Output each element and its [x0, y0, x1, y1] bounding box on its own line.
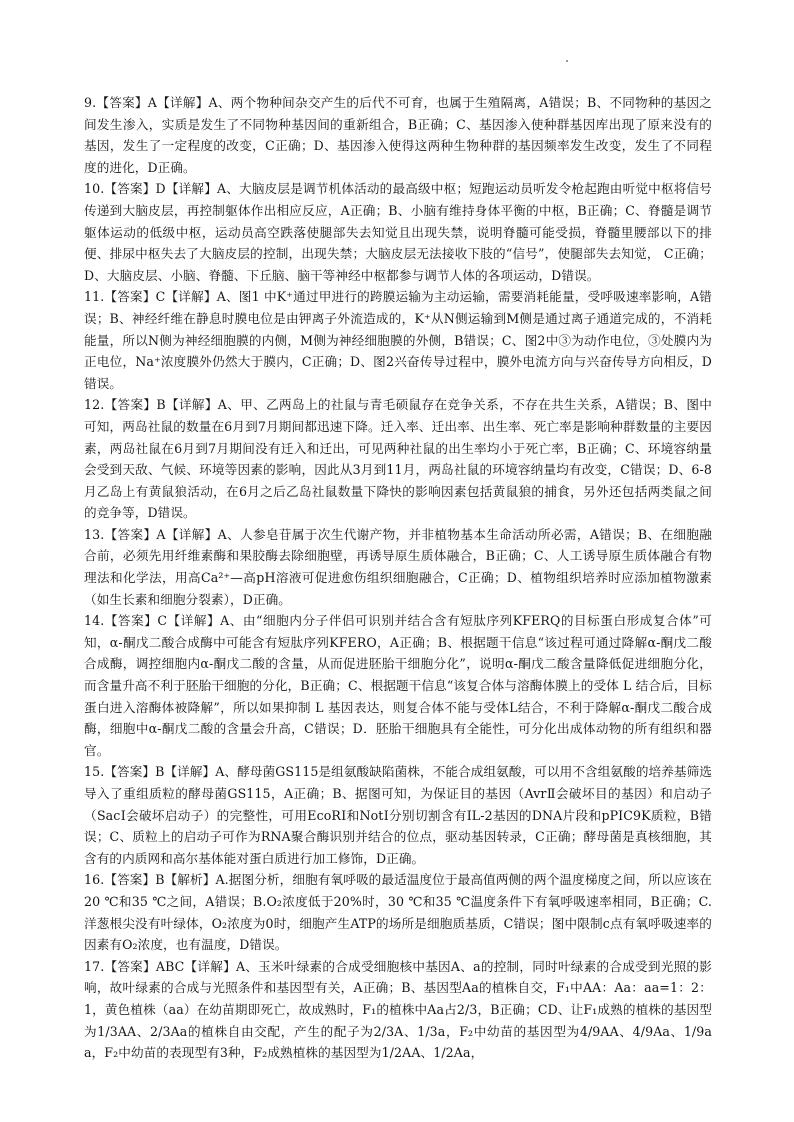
answer-11 [84, 286, 712, 394]
answer-10 [84, 178, 712, 286]
page-mark [566, 60, 568, 62]
answer-10-text: 10.【答案】D【详解】A、大脑皮层是调节机体活动的最高级中枢；短跑运动员听发令枪起跑由听觉中枢将信号传递到大脑皮层，再控制躯体作出相应反应，A正确；B、小脑有维持身体平衡的中枢，B正确；C、脊髓是调节躯体运动的低级中枢，运动员高空跌落使腿部失去知觉且出现失禁，说明脊髓可能受损，脊髓里腰部以下的排便、排尿中枢失去了大脑皮层的控制，出现失禁；大脑皮层无法接收下肢的“信号”，使腿部失去知觉， C正确；D、大脑皮层、小脑、脊髓、下丘脑、脑干等神经中枢都参与调节人体的各项运动，D错误。 [84, 181, 712, 283]
answer-9 [84, 92, 712, 178]
answer-9-text: 9.【答案】A【详解】A、两个物种间杂交产生的后代不可育，也属于生殖隔离，A错误；B、不同物种的基因之间发生渗入，实质是发生了不同物种基因间的重新组合，B正确；C、基因渗入使种群基因库出现了原来没有的基因，发生了一定程度的改变，C正确；D、基因渗入使得这两种生物种群的基因频率发生改变，发生了不同程度的进化，D正确。 [84, 95, 712, 175]
answer-13-text: 13.【答案】A【详解】A、人参皂苷属于次生代谢产物，并非植物基本生命活动所必需，A错误；B、在细胞融合前，必须先用纤维素酶和果胶酶去除细胞壁，再诱导原生质体融合，B正确；C、人工诱导原生质体融合有物理法和化学法，用高Ca²⁺—高pH溶液可促进愈伤组织细胞融合，C正确；D、植物组织培养时应添加植物激素（如生长素和细胞分裂素），D正确。 [84, 526, 712, 607]
answer-17-text: 17.【答案】ABC【详解】A、玉米叶绿素的合成受细胞核中基因A、a的控制，同时叶绿素的合成受到光照的影响，故叶绿素的合成与光照条件和基因型有关，A正确；B、基因型Aa的植株自交，F₁中AA：Aa：aa=1：2：1，黄色植株（aa）在幼苗期即死亡，故成熟时，F₁的植株中Aa占2/3，B正确；CD、让F₁成熟的植株的基因型为1/3AA、2/3Aa的植株自由交配，产生的配子为2/3A、1/3a，F₂中幼苗的基因型为4/9AA、4/9Aa、1/9aa，F₂中幼苗的表现型有3种，F₂成熟植株的基因型为1/2AA、1/2Aa， [84, 958, 712, 1061]
answer-14-text: 14.【答案】C【详解】A、由“细胞内分子伴侣可识别并结合含有短肽序列KFERQ的目标蛋白形成复合体”可知，α-酮戊二酸合成酶中可能含有短肽序列KFERO，A正确；B、根据题干信息“该过程可通过降解α-酮戊二酸合成酶，调控细胞内α-酮戊二酸的含量，从而促进胚胎干细胞分化”，说明α-酮戊二酸含量降低促进细胞分化，而含量升高不利于胚胎干细胞的分化，B正确；C、根据题干信息“该复合体与溶酶体膜上的受体 L 结合后，目标蛋白进入溶酶体被降解”，所以如果抑制 L 基因表达，则复合体不能与受体L结合，不利于降解α-酮戊二酸合成酶，细胞中α-酮戊二酸的含量会升高，C错误；D．胚胎干细胞具有全能性，可分化出成体动物的所有组织和器官。 [84, 613, 712, 758]
answer-16-text: 16.【答案】B【解析】A.据图分析，细胞有氧呼吸的最适温度位于最高值两侧的两个温度梯度之间，所以应该在20 ℃和35 ℃之间，A错误；B.O₂浓度低于20%时，30 ℃和35 ℃温度条件下有氧呼吸速率相同，B正确；C.洋葱根尖没有叶绿体，O₂浓度为0时，细胞产生ATP的场所是细胞质基质，C错误；图中限制c点有氧呼吸速率的因素有O₂浓度，也有温度，D错误。 [84, 872, 712, 953]
answer-14 [84, 610, 712, 761]
answer-11-text: 11.【答案】C【详解】A、图1 中K⁺通过甲进行的跨膜运输为主动运输，需要消耗能量，受呼吸速率影响，A错误；B、神经纤维在静息时膜电位是由钾离子外流造成的，K⁺从N侧运输到M侧是通过离子通道完成的，不消耗能量，所以N侧为神经细胞膜的内侧，M侧为神经细胞膜的外侧，B错误；C、图2中③为动作电位，③处膜内为正电位，Na⁺浓度膜外仍然大于膜内，C正确；D、图2兴奋传导过程中，膜外电流方向与兴奋传导方向相反，D错误。 [84, 289, 712, 391]
answer-16 [84, 869, 712, 955]
answer-17 [84, 956, 712, 1064]
answer-15 [84, 761, 712, 869]
answer-13 [84, 524, 712, 610]
answer-12-text: 12.【答案】B【详解】A、甲、乙两岛上的社鼠与青毛硕鼠存在竞争关系，不存在共生关系，A错误；B、图中可知，两岛社鼠的数量在6月到7月期间都迅速下降。迁入率、迁出率、出生率、死亡率是影响种群数量的主要因素，两岛社鼠在6月到7月期间没有迁入和迁出，可见两种社鼠的出生率均小于死亡率，B正确；C、环境容纳量会受到天敌、气候、环境等因素的影响，因此从3月到11月，两岛社鼠的环境容纳量均有改变，C错误；D、6-8月乙岛上有黄鼠狼活动，在6月之后乙岛社鼠数量下降快的影响因素包括黄鼠狼的捕食，另外还包括两类鼠之间的竞争等，D错误。 [84, 397, 712, 521]
answer-12 [84, 394, 712, 524]
answer-15-text: 15.【答案】B【详解】A、酵母菌GS115是组氨酸缺陷菌株，不能合成组氨酸，可以用不含组氨酸的培养基筛选导入了重组质粒的酵母菌GS115，A正确；B、据图可知，为保证目的基因（AvrⅡ会破坏目的基因）和启动子（SacⅠ会破坏启动子）的完整性，可用EcoRⅠ和NotⅠ分别切割含有IL-2基因的DNA片段和pPIC9K质粒，B错误；C、质粒上的启动子可作为RNA聚合酶识别并结合的位点，驱动基因转录，C正确；酵母菌是真核细胞，其含有的内质网和高尔基体能对蛋白质进行加工修饰，D正确。 [84, 764, 712, 866]
